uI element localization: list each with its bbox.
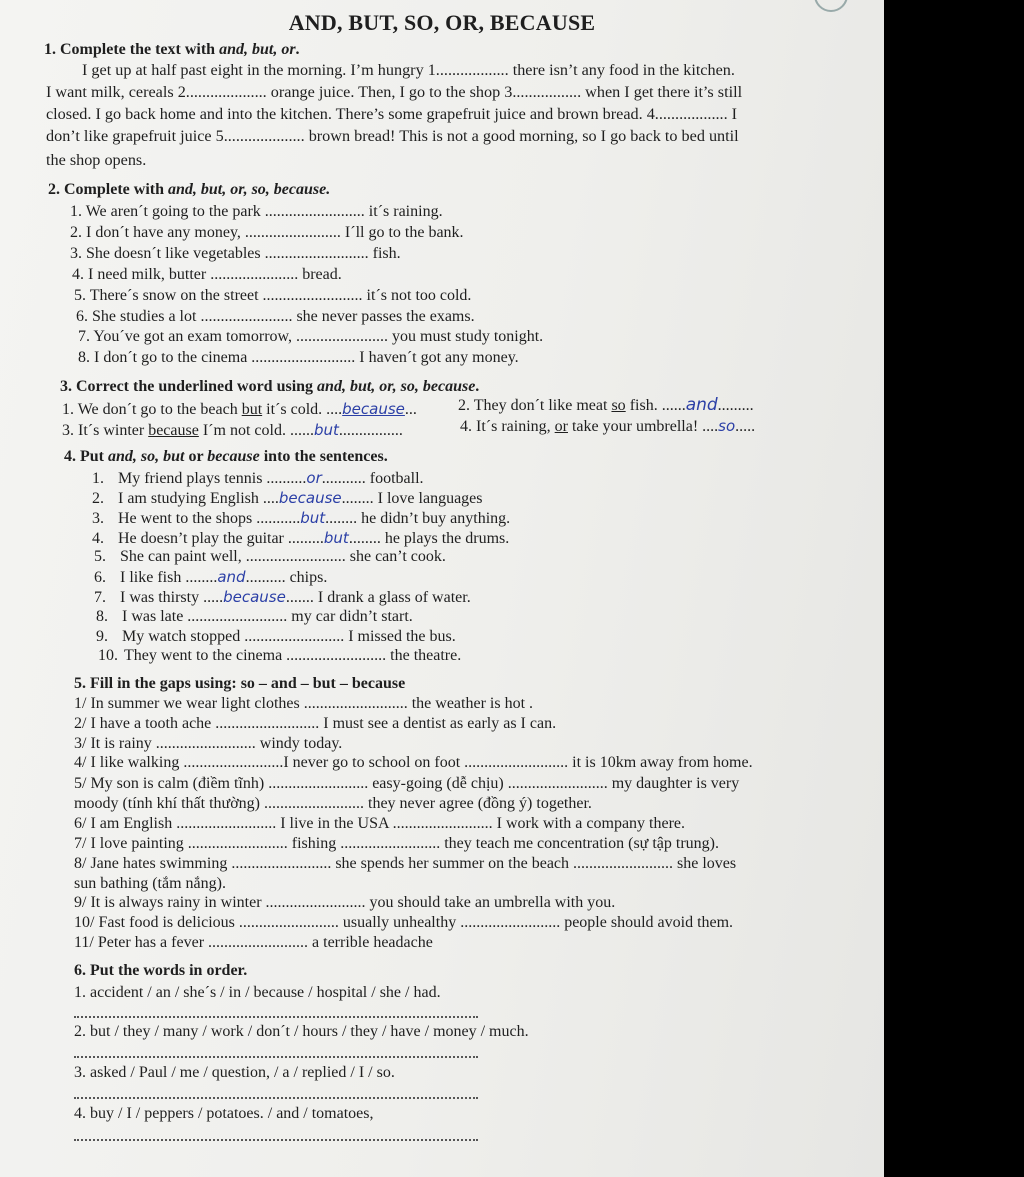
ex5-line: sun bathing (tắm nắng).: [74, 875, 226, 892]
ex4-num: 7.: [94, 589, 106, 606]
ex5-line: 1/ In summer we wear light clothes .......................... the weather is hot .: [74, 695, 534, 712]
ex3-heading: 3. Correct the underlined word using and, but, or, so, because.: [60, 378, 480, 395]
ex2-item: 6. She studies a lot ....................... she never passes the exams.: [76, 308, 475, 325]
ex2-item: 8. I don´t go to the cinema .......................... I haven´t got any money.: [78, 349, 519, 366]
ex3-text: .........: [717, 397, 754, 414]
ex4-text: He went to the shops ...........: [118, 510, 301, 527]
ex4-num: 1.: [92, 470, 104, 487]
ex5-line: 4/ I like walking .........................I never go to school on foot .......................... it is 10km away from home.: [74, 754, 753, 771]
ex3-text: .....: [735, 418, 756, 435]
ex1-heading: 1. Complete the text with and, but, or.: [44, 41, 300, 58]
ex4-text: ........ I love languages: [341, 490, 483, 507]
handwritten-answer: or: [306, 469, 322, 487]
ex4-num: 8.: [96, 608, 108, 625]
ex5-line: 7/ I love painting ......................... fishing ......................... they teach me concentration (sự tập trung).: [74, 835, 719, 852]
ex3-item: [62, 399, 417, 420]
ex4-num: 3.: [92, 510, 104, 527]
ex4-text: ....... I drank a glass of water.: [285, 589, 471, 606]
handwritten-answer: but: [323, 529, 349, 547]
ex2-item: 2. I don´t have any money, ........................ I´ll go to the bank.: [70, 224, 464, 241]
ex5-heading: 5. Fill in the gaps using: so – and – but – because: [74, 675, 406, 692]
worksheet-title: AND, BUT, SO, OR, BECAUSE: [288, 10, 596, 35]
handwritten-answer: and: [217, 568, 246, 586]
ex2-item: 5. There´s snow on the street ......................... it´s not too cold.: [74, 287, 472, 304]
ex6-heading: 6. Put the words in order.: [74, 962, 248, 979]
ex3-text: 4. It´s raining,: [460, 418, 555, 435]
handwritten-answer: because: [342, 400, 405, 418]
answer-line: [74, 1056, 478, 1058]
ex5-line: 10/ Fast food is delicious ......................... usually unhealthy ......................... people should avoid them.: [74, 914, 734, 931]
ex4-text: She can paint well, ......................... she can’t cook.: [120, 548, 446, 565]
ex5-line: 9/ It is always rainy in winter ......................... you should take an umbrella with you.: [74, 894, 616, 911]
ex1-line: the shop opens.: [46, 151, 147, 169]
ex2-item: 7. You´ve got an exam tomorrow, ....................... you must study tonight.: [78, 328, 544, 345]
ex3-text: fish. ......: [625, 397, 686, 414]
ex4-text: I am studying English ....: [118, 490, 279, 507]
ex6-item: 4. buy / I / peppers / potatoes. / and / tomatoes,: [74, 1105, 374, 1122]
ex4-text: I like fish ........: [120, 569, 218, 586]
answer-line: [74, 1139, 478, 1141]
ex6-item: 2. but / they / many / work / don´t / hours / they / have / money / much.: [74, 1023, 529, 1040]
ex4-heading: 4. Put and, so, but or because into the sentences.: [64, 448, 388, 465]
handwritten-answer: but: [300, 509, 326, 527]
ex1-line: I get up at half past eight in the morning. I’m hungry 1.................. there isn’t any food in the kitchen.: [82, 61, 735, 79]
ex3-text: ................: [338, 422, 403, 439]
ex2-item: 4. I need milk, butter ...................... bread.: [72, 266, 342, 283]
handwritten-answer: and: [685, 395, 718, 415]
ex4-num: 6.: [94, 569, 106, 586]
answer-line: [74, 1097, 478, 1099]
ex4-item: [94, 587, 471, 608]
ex4-text: My watch stopped ......................... I missed the bus.: [122, 628, 456, 645]
ex3-text: take your umbrella! ....: [567, 418, 719, 435]
ex3-text: ...: [404, 401, 417, 418]
ex4-num: 9.: [96, 628, 108, 645]
handwritten-answer: because: [223, 588, 286, 606]
ex4-item: [92, 508, 510, 529]
ex4-text: I was late ......................... my car didn’t start.: [122, 608, 413, 625]
ex3-item: [460, 416, 755, 437]
ex2-heading: 2. Complete with and, but, or, so, because.: [48, 181, 331, 198]
ex4-text: ........ he didn’t buy anything.: [325, 510, 511, 527]
ex1-line: I want milk, cereals 2.................... orange juice. Then, I go to the shop 3................. when I get there it’s still: [46, 83, 743, 101]
underlined-word: because: [148, 422, 199, 439]
ex3-text: it´s cold. ....: [262, 401, 343, 418]
ex4-item: [98, 646, 461, 666]
ex5-line: 6/ I am English ......................... I live in the USA ......................... I work with a company there.: [74, 815, 686, 832]
ex4-item: [92, 468, 424, 489]
ex1-line: don’t like grapefruit juice 5.................... brown bread! This is not a good morning, so I go back to bed until: [46, 127, 739, 145]
underlined-word: but: [241, 401, 263, 418]
ex2-item: 3. She doesn´t like vegetables .......................... fish.: [70, 245, 401, 262]
handwritten-answer: but: [313, 421, 339, 439]
ex4-item: [94, 547, 446, 567]
ex4-item: [96, 627, 456, 647]
ex6-item: 1. accident / an / she´s / in / because / hospital / she / had.: [74, 984, 441, 1001]
ex3-item: [458, 395, 754, 416]
ex4-item: [96, 607, 413, 627]
answer-line: [74, 1016, 478, 1018]
ex5-line: 11/ Peter has a fever ......................... a terrible headache: [74, 934, 433, 951]
underlined-word: so: [611, 397, 626, 414]
ex3-text: I´m not cold. ......: [198, 422, 314, 439]
ex3-text: 1. We don´t go to the beach: [62, 401, 242, 418]
ex4-text: He doesn’t play the guitar .........: [118, 530, 324, 547]
ex3-text: 3. It´s winter: [62, 422, 149, 439]
ex4-num: 10.: [98, 647, 118, 664]
ex1-line: closed. I go back home and into the kitchen. There’s some grapefruit juice and brown bread. 4.................. I: [46, 105, 738, 123]
ex5-line: moody (tính khí thất thường) ......................... they never agree (đồng ý) together.: [74, 795, 592, 812]
ex4-num: 4.: [92, 530, 104, 547]
handwritten-answer: because: [278, 489, 342, 507]
underlined-word: or: [554, 418, 568, 435]
ex3-item: [62, 420, 403, 441]
ex4-item: [92, 528, 509, 549]
ex6-item: 3. asked / Paul / me / question, / a / replied / I / so.: [74, 1064, 395, 1081]
ex5-line: 2/ I have a tooth ache .......................... I must see a dentist as early as I can.: [74, 715, 557, 732]
ex4-item: [92, 488, 483, 509]
ex5-line: 3/ It is rainy ......................... windy today.: [74, 735, 343, 752]
ex4-text: My friend plays tennis ..........: [118, 470, 307, 487]
handwritten-answer: so: [718, 417, 736, 435]
ex4-text: ........... football.: [321, 470, 424, 487]
ex4-text: .......... chips.: [245, 569, 328, 586]
ex3-text: 2. They don´t like meat: [458, 397, 612, 414]
ex4-text: I was thirsty .....: [120, 589, 224, 606]
ex4-num: 2.: [92, 490, 104, 507]
ex4-text: They went to the cinema ......................... the theatre.: [124, 647, 462, 664]
ex4-num: 5.: [94, 548, 106, 565]
ex2-item: 1. We aren´t going to the park ......................... it´s raining.: [70, 203, 443, 220]
ex5-line: 8/ Jane hates swimming ......................... she spends her summer on the beach ......................... she loves: [74, 855, 737, 872]
ex4-text: ........ he plays the drums.: [348, 530, 510, 547]
ex4-item: [94, 567, 327, 588]
ex5-line: 5/ My son is calm (điềm tĩnh) ......................... easy-going (dễ chịu) ......................... my daughter is very: [74, 775, 740, 792]
